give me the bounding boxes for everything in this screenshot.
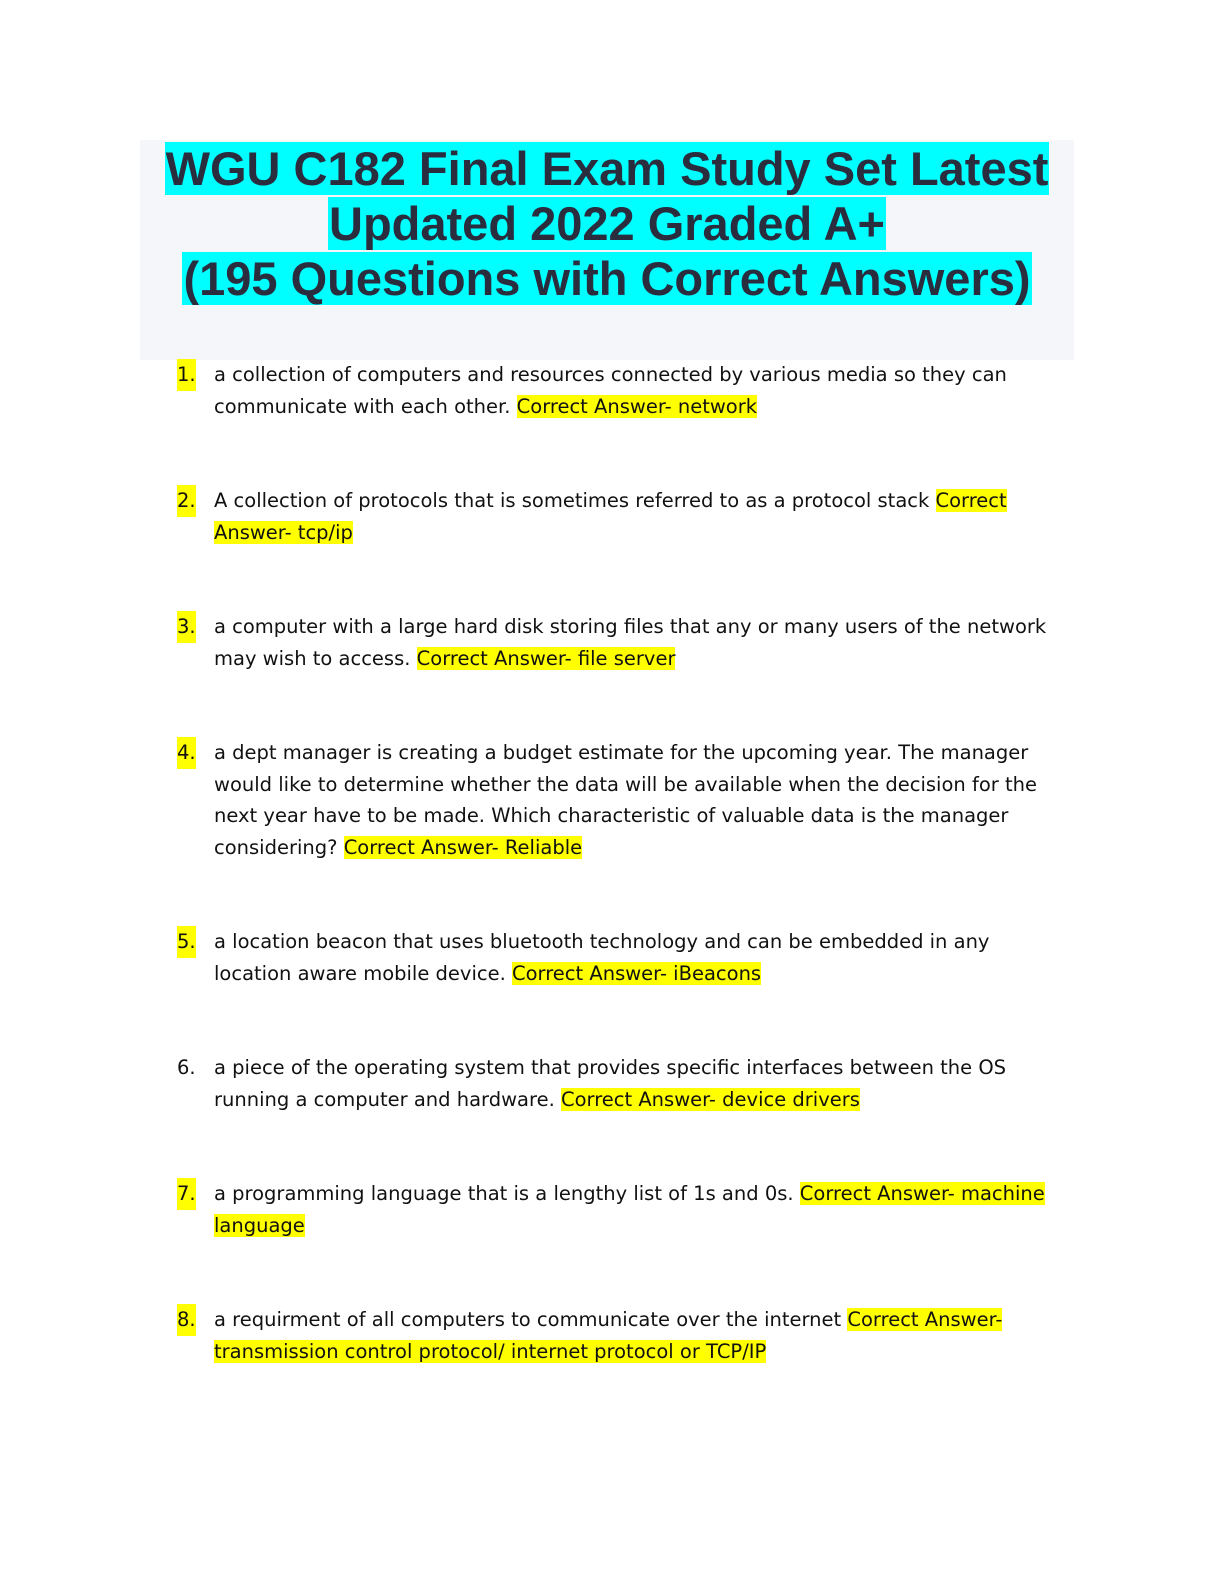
correct-answer: Correct Answer- iBeacons (512, 961, 762, 985)
question-text: A collection of protocols that is sometimes referred to as a protocol stack (214, 489, 930, 512)
correct-answer: Correct Answer- device drivers (560, 1087, 860, 1111)
question-number: 3. (177, 611, 196, 643)
question-text: a collection of computers and resources connected by various media so they can communicate with each other. (214, 363, 1007, 418)
question-item-1 (170, 359, 1070, 485)
correct-answer: Correct Answer- transmission control protocol/ internet protocol or TCP/IP (214, 1308, 1003, 1363)
question-number: 7. (177, 1178, 196, 1210)
question-text: a computer with a large hard disk storing files that any or many users of the network may wish to access. (214, 615, 1047, 670)
question-number: 5. (177, 926, 196, 958)
question-number: 8. (177, 1304, 196, 1336)
question-item-2 (170, 485, 1070, 611)
question-text: a piece of the operating system that provides specific interfaces between the OS running a computer and hardware. (214, 1056, 1007, 1111)
question-item-4 (170, 737, 1070, 926)
correct-answer: Correct Answer- file server (416, 646, 676, 670)
question-number: 6. (177, 1056, 196, 1079)
title-line-3: (195 Questions with Correct Answers) (183, 252, 1031, 305)
question-number: 2. (177, 485, 196, 517)
question-item-6 (170, 1052, 1070, 1178)
question-item-7 (170, 1178, 1070, 1304)
question-text: a location beacon that uses bluetooth technology and can be embedded in any location aware mobile device. (214, 930, 990, 985)
correct-answer: Correct Answer- machine language (214, 1182, 1045, 1237)
correct-answer: Correct Answer- Reliable (343, 835, 583, 859)
title-line-1: WGU C182 Final Exam Study Set Latest (165, 142, 1049, 195)
question-text: a requirment of all computers to communicate over the internet (214, 1308, 842, 1331)
question-text: a dept manager is creating a budget estimate for the upcoming year. The manager would like to determine whether the data will be available when the decision for the next year have to be made. Which characteristic of valuable data is the manager considering? (214, 741, 1037, 859)
question-number: 4. (177, 737, 196, 769)
document-title (140, 141, 1074, 306)
title-line-2: Updated 2022 Graded A+ (329, 197, 885, 250)
question-list (170, 359, 1070, 1430)
question-text: a programming language that is a lengthy list of 1s and 0s. (214, 1182, 794, 1205)
question-item-3 (170, 611, 1070, 737)
question-number: 1. (177, 359, 196, 391)
correct-answer: Correct Answer- tcp/ip (214, 489, 1007, 544)
question-item-8 (170, 1304, 1070, 1430)
correct-answer: Correct Answer- network (516, 394, 758, 418)
question-item-5 (170, 926, 1070, 1052)
